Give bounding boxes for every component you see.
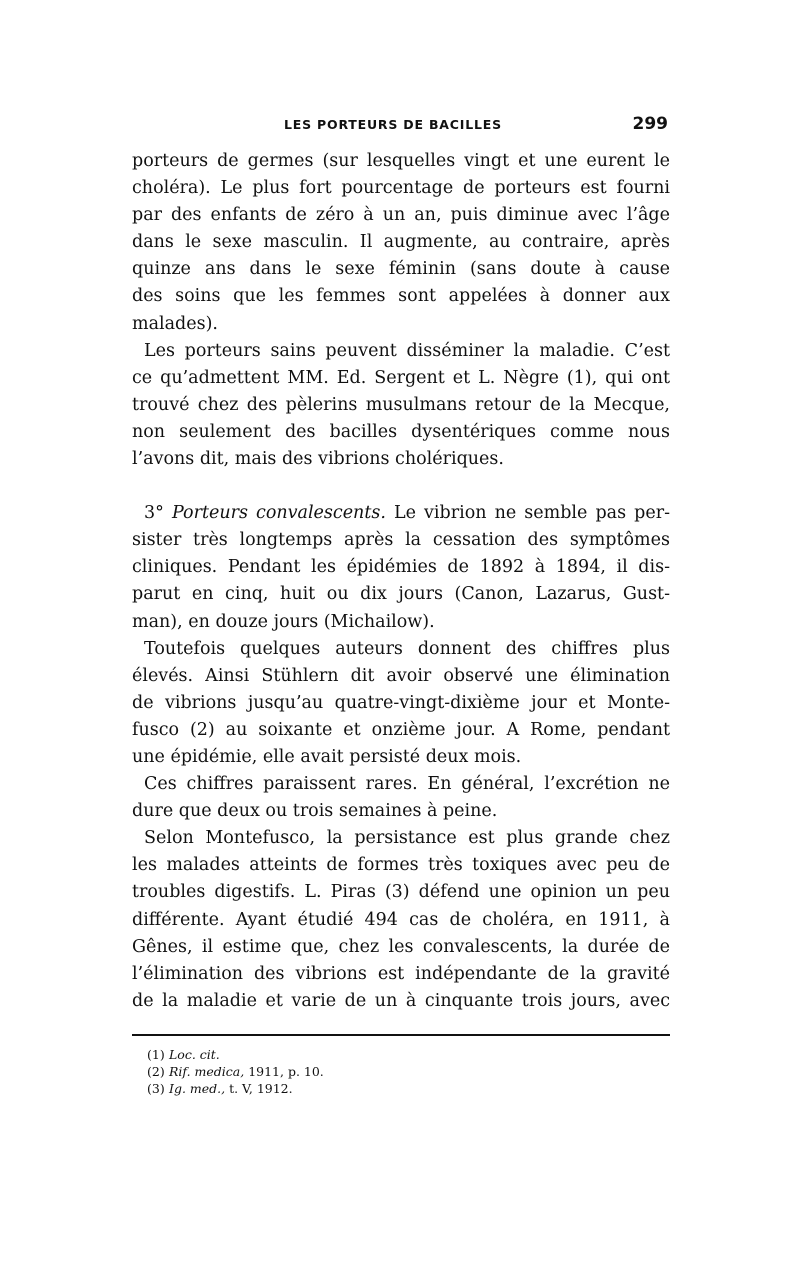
text-line: non seulement des bacilles dysentériques comme nous <box>132 421 670 442</box>
text-line <box>132 500 670 527</box>
paragraph <box>132 825 670 1015</box>
body-text <box>132 148 670 1015</box>
text-line: trouvé chez des pèlerins musulmans retour de la Mecque, <box>132 394 670 415</box>
paragraph <box>132 771 670 825</box>
text-line: par des enfants de zéro à un an, puis diminue avec l’âge <box>132 205 670 226</box>
text-line: Gênes, il estime que, chez les convalescents, la durée de <box>132 936 670 957</box>
footnote <box>147 1080 447 1097</box>
footnote-source: Ig. med., <box>169 1081 226 1096</box>
section-heading: Porteurs convalescents. <box>171 503 386 524</box>
text-line: choléra). Le plus fort pourcentage de porteurs est fourni <box>132 178 670 199</box>
footnotes <box>147 1046 447 1097</box>
footnote-number: (2) <box>147 1064 165 1079</box>
text-line: dans le sexe masculin. Il augmente, au contraire, après <box>132 232 670 253</box>
paragraph <box>132 500 670 635</box>
footnote-source: Rif. medica, <box>169 1064 245 1079</box>
footnote-rule <box>132 1034 670 1036</box>
text-line: différente. Ayant étudié 494 cas de choléra, en 1911, à <box>132 909 670 930</box>
text-line: sister très longtemps après la cessation des symptômes <box>132 530 670 551</box>
text-line: porteurs de germes (sur lesquelles vingt et une eurent le <box>132 151 670 171</box>
footnote <box>147 1063 447 1080</box>
text-run: Le vibrion ne semble pas per- <box>385 503 670 524</box>
text-line: man), en douze jours (Michailow). <box>132 611 435 632</box>
text-line: troubles digestifs. L. Piras (3) défend une opinion un peu <box>132 882 670 903</box>
section-gap <box>132 473 670 500</box>
text-line: élevés. Ainsi Stühlern dit avoir observé une élimination <box>132 665 670 686</box>
text-line: quinze ans dans le sexe féminin (sans doute à cause <box>132 259 670 280</box>
paragraph <box>132 636 670 771</box>
text-line: une épidémie, elle avait persisté deux mois. <box>132 746 522 767</box>
text-line: Selon Montefusco, la persistance est plus grande chez <box>144 828 670 849</box>
text-line: de la maladie et varie de un à cinquante trois jours, avec <box>132 990 670 1011</box>
text-line: malades). <box>132 313 218 334</box>
text-line: ce qu’admettent MM. Ed. Sergent et L. Nègre (1), qui ont <box>132 367 670 388</box>
footnote-number: (3) <box>147 1081 165 1096</box>
text-line: l’élimination des vibrions est indépendante de la gravité <box>132 963 670 984</box>
paragraph <box>132 338 670 473</box>
footnote-number: (1) <box>147 1047 165 1062</box>
text-line: l’avons dit, mais des vibrions cholériques. <box>132 449 504 470</box>
paragraph <box>132 148 670 338</box>
text-line: dure que deux ou trois semaines à peine. <box>132 801 498 822</box>
text-line: Ces chiffres paraissent rares. En général, l’excrétion ne <box>144 774 670 795</box>
text-line: Toutefois quelques auteurs donnent des chiffres plus <box>144 638 670 659</box>
text-line: cliniques. Pendant les épidémies de 1892 à 1894, il dis- <box>132 557 670 578</box>
footnote-detail: 1911, p. 10. <box>244 1064 324 1079</box>
page-header <box>132 114 670 140</box>
text-line: parut en cinq, huit ou dix jours (Canon, Lazarus, Gust- <box>132 584 670 605</box>
footnote-source: Loc. cit. <box>169 1047 220 1062</box>
text-line: Les porteurs sains peuvent disséminer la maladie. C’est <box>144 340 670 361</box>
text-line: des soins que les femmes sont appelées à donner aux <box>132 286 670 307</box>
text-line: les malades atteints de formes très toxiques avec peu de <box>132 855 670 876</box>
text-line: de vibrions jusqu’au quatre-vingt-dixième jour et Monte- <box>132 692 670 713</box>
running-title: LES PORTEURS DE BACILLES <box>284 117 502 132</box>
text-line: fusco (2) au soixante et onzième jour. A Rome, pendant <box>132 719 670 740</box>
footnote <box>147 1046 447 1063</box>
section-number: 3° <box>144 503 164 524</box>
page-number: 299 <box>632 114 668 134</box>
footnote-detail: t. V, 1912. <box>225 1081 293 1096</box>
